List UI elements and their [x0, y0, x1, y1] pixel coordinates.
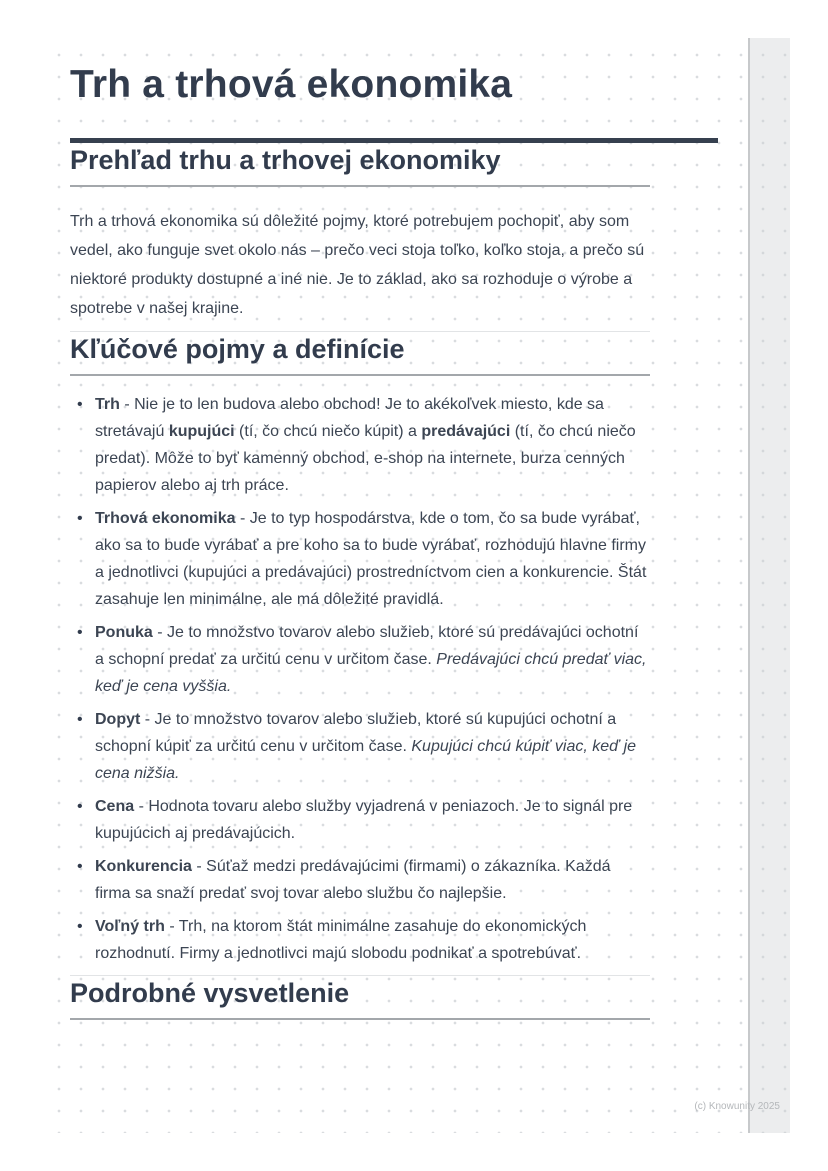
list-item: • Trh - Nie je to len budova alebo obchod! Je to akékoľvek miesto, kde sa stretávajú kupujúci (tí, čo chcú niečo kúpit) a predávajúci (tí, čo chcú niečo predat). Môže to byť kamenný obchod, e-shop na internete, burza cenných papierov alebo aj trh práce.: [70, 391, 650, 499]
list-item: • Voľný trh - Trh, na ktorom štát minimálne zasahuje do ekonomických rozhodnutí. Firmy a jednotlivci majú slobodu podnikať a spotrebúvať.: [70, 913, 650, 967]
section-heading-overview: Prehľad trhu a trhovej ekonomiky: [70, 143, 650, 187]
list-item: • Cena - Hodnota tovaru alebo služby vyjadrená v peniazoch. Je to signál pre kupujúcich aj predávajúcich.: [70, 793, 650, 847]
watermark: (c) Knowunity 2025: [694, 1101, 780, 1112]
list-item: • Dopyt - Je to množstvo tovarov alebo služieb, ktoré sú kupujúci ochotní a schopní kúpiť za určitú cenu v určitom čase. Kupujúci chcú kúpiť viac, keď je cena nižšia.: [70, 706, 650, 787]
section-heading-concepts: Kľúčové pojmy a definície: [70, 332, 650, 376]
overview-paragraph: Trh a trhová ekonomika sú dôležité pojmy, ktoré potrebujem pochopiť, aby som vedel, ako funguje svet okolo nás – prečo veci stoja toľko, koľko stoja, a prečo sú niektoré produkty dostupné a iné nie. Je to základ, ako sa rozhoduje o výrobe a spotrebe v našej krajine.: [70, 213, 645, 317]
list-item: • Trhová ekonomika - Je to typ hospodárstva, kde o tom, čo sa bude vyrábať, ako sa to bude vyrábať a pre koho sa to bude vyrábať, rozhodujú hlavne firmy a jednotlivci (kupujúci a predávajúci) prostredníctvom cien a konkurencie. Štát zasahuje len minimálne, ale má dôležité pravidlá.: [70, 505, 650, 613]
list-item: • Konkurencia - Súťaž medzi predávajúcimi (firmami) o zákazníka. Každá firma sa snaží predať svoj tovar alebo službu čo najlepšie.: [70, 853, 650, 907]
document-page: [70, 38, 650, 1020]
next-page-edge-strip: [748, 38, 790, 1133]
section-heading-detail: Podrobné vysvetlenie: [70, 976, 650, 1020]
list-item: • Ponuka - Je to množstvo tovarov alebo služieb, ktoré sú predávajúci ochotní a schopní predať za určitú cenu v určitom čase. Predávajúci chcú predať viac, keď je cena vyššia.: [70, 619, 650, 700]
page-title: Trh a trhová ekonomika: [70, 63, 513, 106]
concepts-list: [70, 391, 650, 967]
